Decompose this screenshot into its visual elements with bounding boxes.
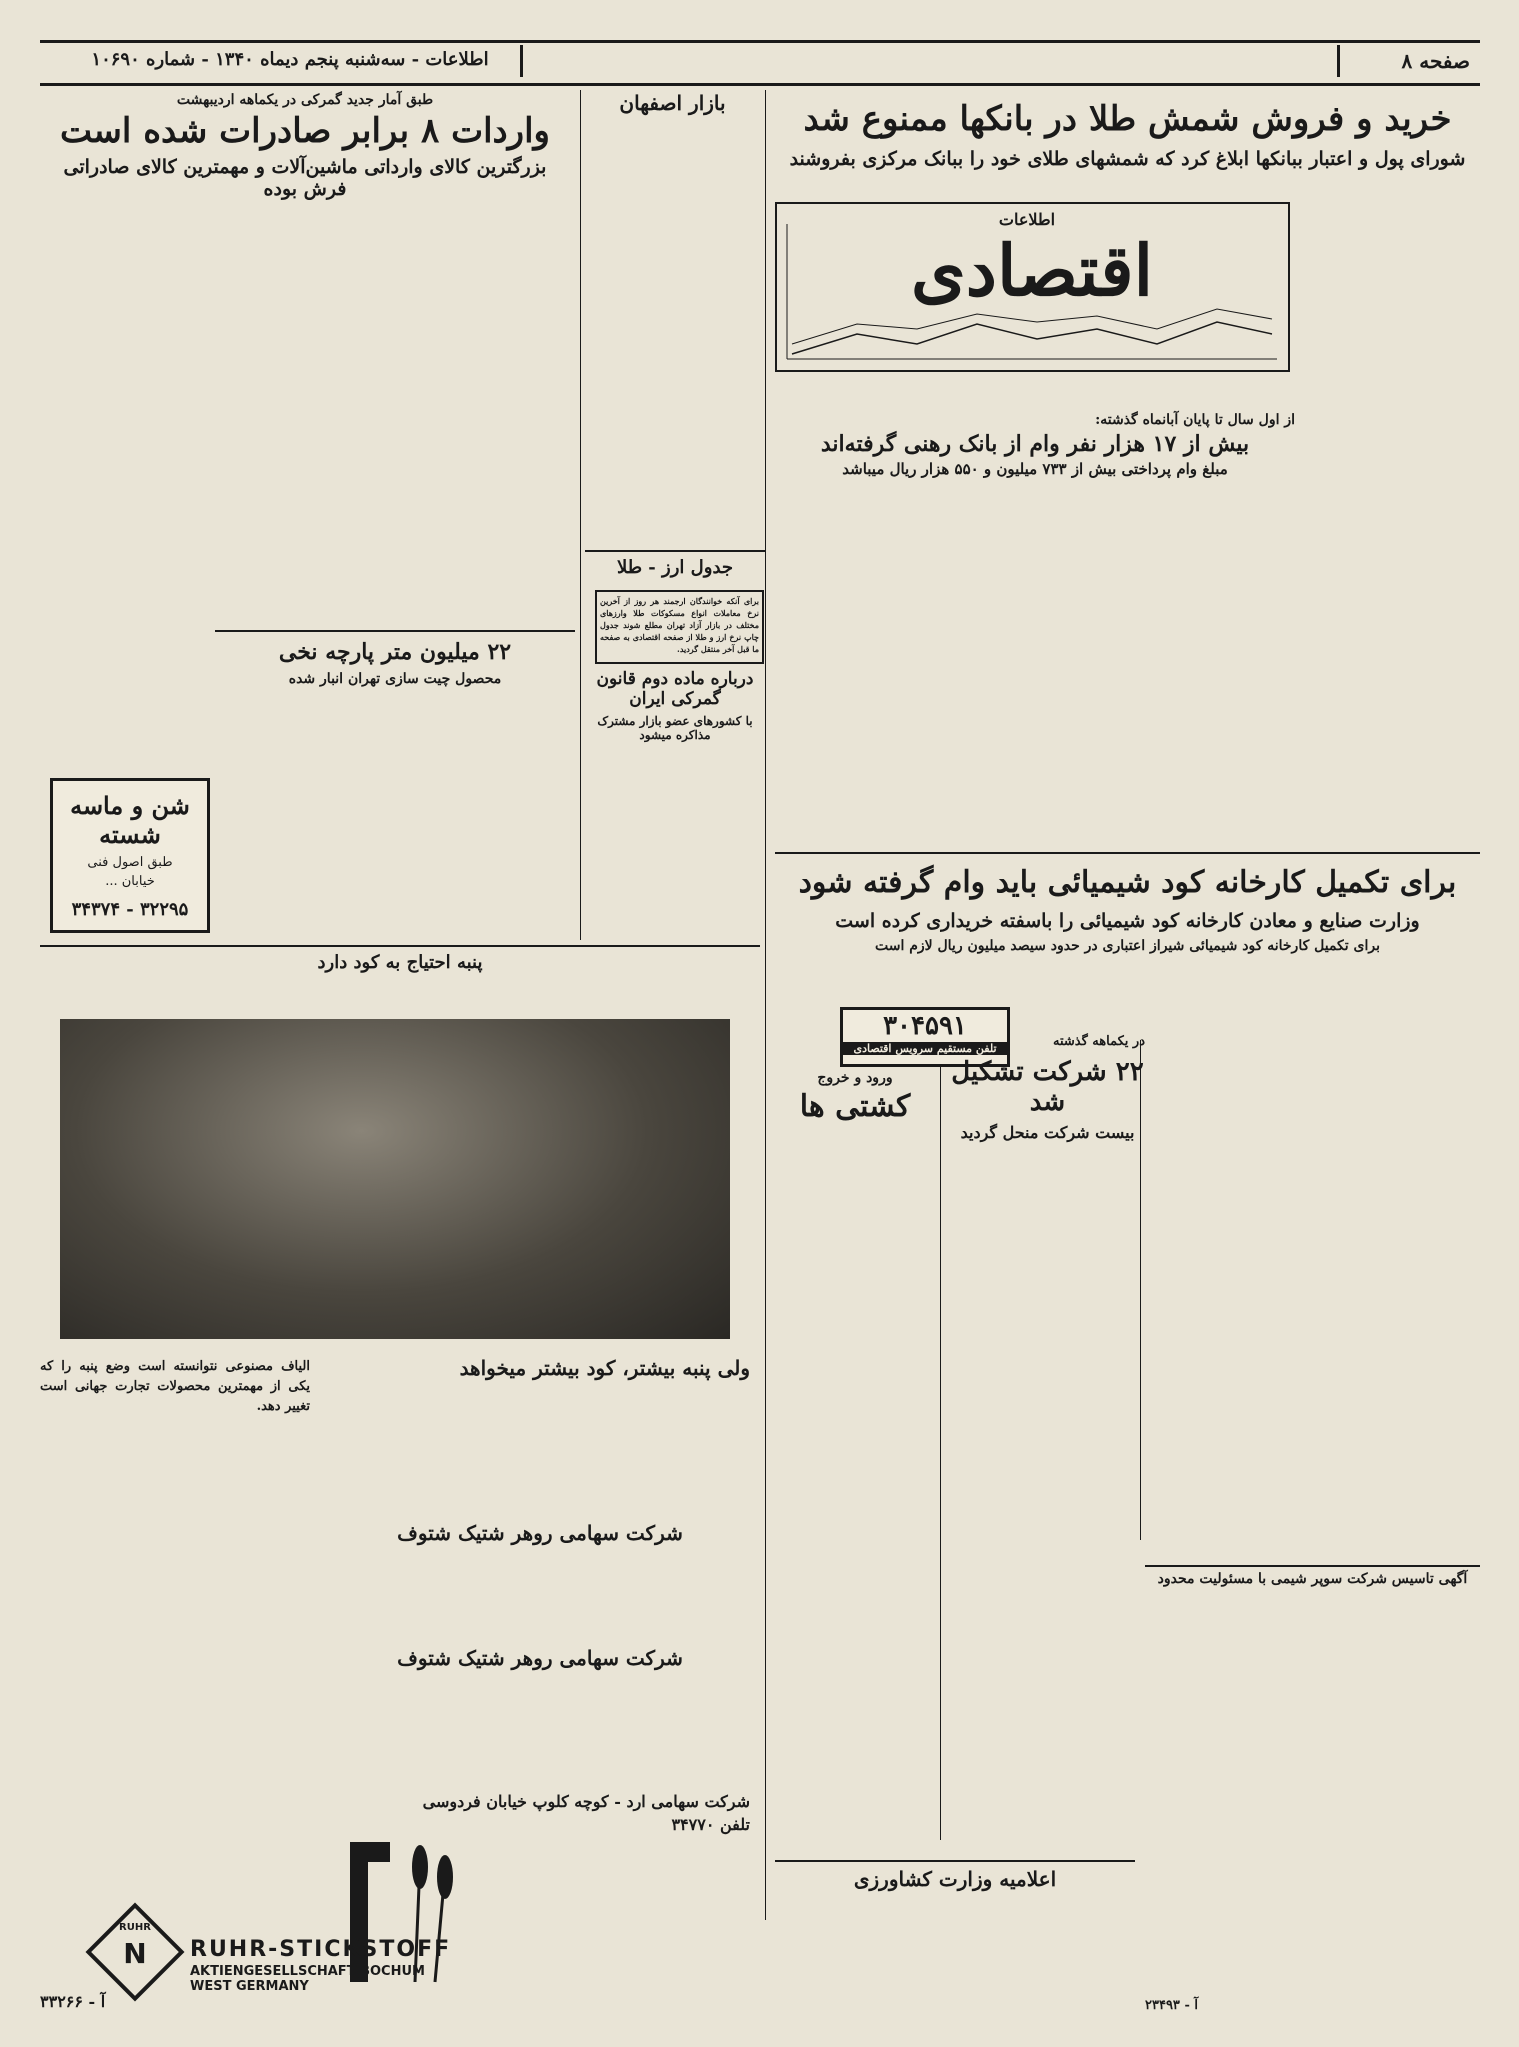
- ships-headline: کشتی ها: [799, 1089, 911, 1125]
- company-notice-headline: آگهی تاسیس شرکت سوپر شیمی با مسئولیت محدود: [1157, 1571, 1468, 1587]
- bank-loans-headline: بیش از ۱۷ هزار نفر وام از بانک رهنی گرفته‌اند: [820, 431, 1250, 458]
- ruhr-brand-sub2: WEST GERMANY: [190, 1979, 309, 1994]
- ruhr-ad: [40, 945, 760, 2017]
- lead-subhead: شورای پول و اعتبار ببانکها ابلاغ کرد که شمشهای طلای خود را ببانک مرکزی بفروشند: [789, 148, 1466, 171]
- textile-subhead: محصول چیت سازی تهران انبار شده: [288, 671, 502, 688]
- customs-headline: درباره ماده دوم قانون گمرکی ایران: [596, 669, 754, 709]
- ruhr-ad-title: پنبه احتیاج به کود دارد: [317, 952, 483, 973]
- register-label: تلفن مستقیم سرویس اقتصادی: [843, 1042, 1007, 1055]
- ruhr-company-2: [330, 1647, 750, 1670]
- imports-body: [40, 242, 570, 632]
- ruhr-brand-latin: RUHR-STICKSTOFF: [190, 1937, 452, 1962]
- chemical-plant-story: [775, 852, 1480, 1004]
- page-label: صفحه ۸: [1401, 49, 1470, 73]
- ruhr-company-name: شرکت سهامی روهر شتیک شتوف: [397, 1521, 683, 1545]
- currency-notice-text: برای آنکه خوانندگان ارجمند هر روز از آخرین نرخ معاملات انواع مسکوکات طلا وارزهای مختلف در بازار آزاد تهران مطلع شوند جدول چاپ نرخ ارز و طلا از صفحه اقتصادی به صفحه ما قبل آخر منتقل گردید.: [600, 596, 759, 654]
- ruhr-brand-sub1: AKTIENGESELLSCHAFT BOCHUM: [190, 1964, 425, 1979]
- sand-ad-line3: خیابان ...: [105, 874, 155, 889]
- lead-body: [1305, 212, 1480, 892]
- register-number: ۳۰۴۵۹۱: [883, 1011, 967, 1041]
- economic-title: اقتصادی: [910, 229, 1154, 312]
- isfahan-body: [585, 128, 760, 552]
- companies-subhead: بیست شرکت منحل گردید: [960, 1122, 1135, 1142]
- ruhr-headline-col: [310, 1357, 750, 1380]
- imports-headline: واردات ۸ برابر صادرات شده است: [60, 111, 550, 152]
- ruhr-address: شرکت سهامی ارد - کوچه کلوپ خیابان فردوسی: [422, 1792, 750, 1811]
- textile-body: [215, 702, 575, 942]
- sand-ad: [50, 778, 210, 933]
- ruhr-brand: [190, 1937, 451, 1994]
- ruhr-phone: تلفن ۳۴۷۷۰: [671, 1815, 750, 1834]
- economic-brand: اطلاعات: [998, 210, 1056, 229]
- imports-kicker: طبق آمار جدید گمرکی در یکماهه اردیبهشت: [176, 92, 434, 108]
- companies-headline: ۲۲ شرکت تشکیل شد: [951, 1057, 1144, 1117]
- sand-ad-phone: ۳۲۲۹۵ - ۳۴۳۷۴: [71, 899, 189, 920]
- isfahan-headline: بازار اصفهان: [619, 91, 726, 115]
- sand-ad-line1: شن و ماسه شسته: [70, 791, 190, 849]
- agriculture-story: [775, 1860, 1135, 2017]
- ruhr-logo-top: RUHR: [119, 1922, 151, 1933]
- isfahan-market: [585, 92, 760, 552]
- lead-headline: خرید و فروش شمش طلا در بانکها ممنوع شد: [803, 99, 1452, 139]
- chemical-headline: برای تکمیل کارخانه کود شیمیائی باید وام گرفته شود: [798, 865, 1457, 900]
- companies-headline-box: [945, 1040, 1150, 1142]
- bank-loans-subhead: مبلغ وام پرداختی بیش از ۷۳۳ میلیون و ۵۵۰ هزار ریال میباشد: [842, 460, 1228, 479]
- ruhr-body-lead: [40, 1357, 310, 1587]
- bank-loans-kicker: از اول سال تا پایان آبانماه گذشته:: [1095, 412, 1295, 428]
- agriculture-body: [775, 1898, 1135, 2017]
- ruhr-logo-letter: N: [123, 1937, 147, 1970]
- ships-kicker: ورود و خروج: [817, 1070, 893, 1086]
- imports-subhead: بزرگترین کالای وارداتی ماشین‌آلات و مهمترین کالای صادراتی فرش بوده: [63, 156, 547, 201]
- newspaper-page: [40, 40, 1480, 2015]
- agriculture-headline: اعلامیه وزارت کشاورزی: [853, 1867, 1057, 1891]
- chemical-subhead: وزارت صنایع و معادن کارخانه کود شیمیائی را باسفته خریداری کرده است: [835, 909, 1420, 932]
- ships-column: [775, 1070, 935, 1860]
- chemical-body: [1150, 1010, 1480, 1570]
- bank-loans-body: [775, 500, 1295, 852]
- ruhr-company-name-2: شرکت سهامی روهر شتیک شتوف: [397, 1646, 683, 1670]
- farmer-photo: [60, 1019, 730, 1339]
- currency-headline: جدول ارز - طلا: [616, 557, 734, 578]
- customs-law-story: [585, 670, 765, 940]
- customs-body: [585, 740, 765, 940]
- ruhr-company-1: [330, 1522, 750, 1545]
- currency-notice: [595, 590, 764, 664]
- chemical-deck: برای تکمیل کارخانه کود شیمیائی شیراز اعتباری در حدود سیصد میلیون ریال لازم است: [874, 938, 1381, 955]
- ruhr-ad-headline: ولی پنبه بیشتر، کود بیشتر میخواهد: [459, 1356, 750, 1380]
- economic-logo: [775, 202, 1290, 372]
- company-notice: [1145, 1565, 1480, 2017]
- ships-body: [775, 1140, 935, 1860]
- masthead: [40, 40, 1480, 86]
- company-notice-code: آ - ۲۳۴۹۳: [1145, 1998, 1198, 2013]
- sand-ad-line2: طبق اصول فنی: [87, 855, 173, 870]
- issue-line: اطلاعات - سه‌شنبه پنجم دیماه ۱۳۴۰ - شماره ۱۰۶۹۰: [91, 49, 489, 70]
- ruhr-left-body: [330, 1397, 750, 1507]
- bank-loans-story: [775, 412, 1295, 852]
- textile-story: [215, 630, 575, 942]
- companies-kicker: در یکماهه گذشته: [1052, 1034, 1145, 1049]
- company-notice-body: [1145, 1595, 1480, 1987]
- ruhr-code: آ - ۳۳۲۶۶: [40, 1992, 106, 2011]
- ruhr-body-lead-text: الیاف مصنوعی نتوانسته است وضع پنبه را که یکی از مهمترین محصولات تجارت جهانی است تغییر دهد.: [40, 1359, 310, 1414]
- textile-headline: ۲۲ میلیون متر پارچه نخی: [278, 639, 512, 665]
- customs-subhead: با کشورهای عضو بازار مشترک مذاکره میشود: [597, 714, 753, 742]
- imports-story: [40, 92, 570, 632]
- companies-body: [945, 1140, 1140, 1840]
